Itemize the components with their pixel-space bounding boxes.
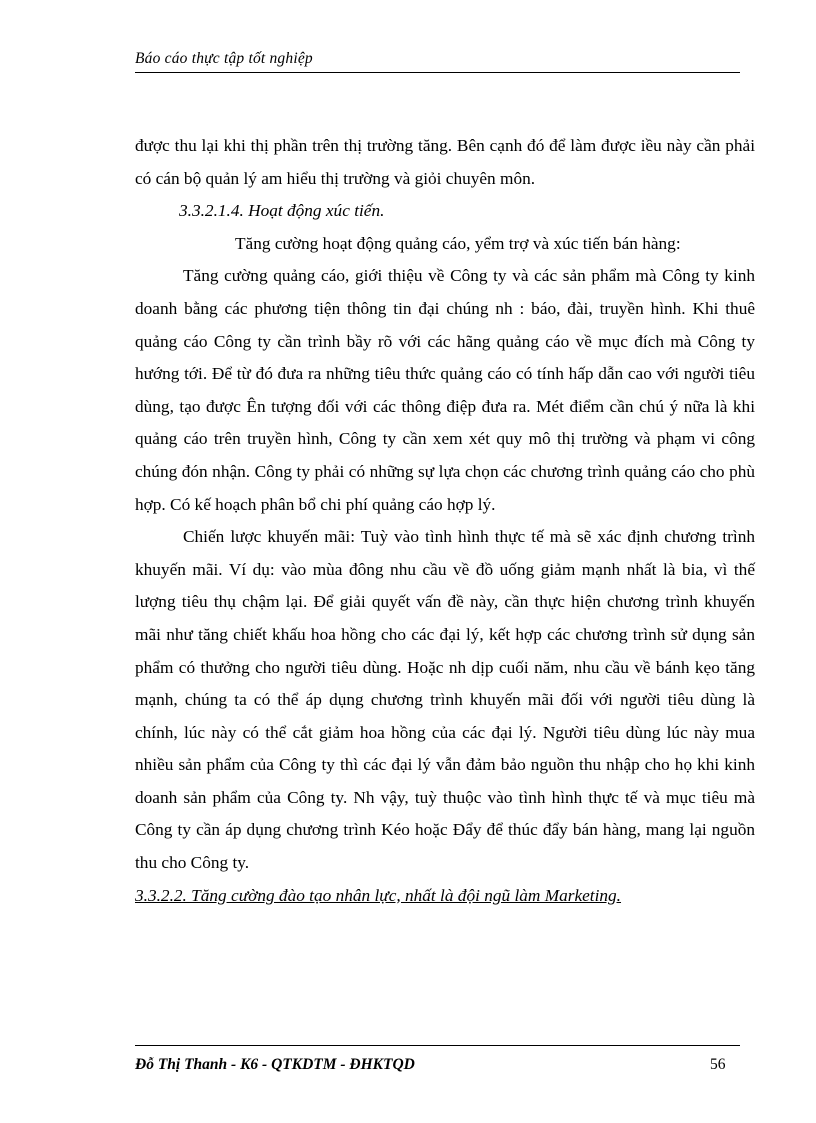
section-heading-promotion: 3.3.2.1.4. Hoạt động xúc tiến. (179, 201, 385, 221)
section-heading-training: 3.3.2.2. Tăng cường đào tạo nhân lực, nhất là đội ngũ làm Marketing. (135, 885, 622, 905)
page-number: 56 (710, 1056, 726, 1073)
footer-author: Đỗ Thị Thanh - K6 - QTKDTM - ĐHKTQD (135, 1056, 415, 1073)
footer-divider (135, 1045, 740, 1046)
document-body (135, 130, 755, 912)
paragraph-advertising: Tăng cường quảng cáo, giới thiệu về Công ty và các sản phẩm mà Công ty kinh doanh bằng các phương tiện thông tin đại chúng nh : báo, đài, truyền hình. Khi thuê quảng cáo Công ty cần trình bầy rõ với các hãng quảng cáo về mục đích mà Công ty hướng tới. Để từ đó đưa ra những tiêu thức quảng cáo có tính hấp dẫn cao với người tiêu dùng, tạo được Ên tượng đối với các thông điệp đưa ra. Mét điểm cần chú ý nữa là khi quảng cáo trên truyền hình, Công ty cần xem xét quy mô thị trường và phạm vi công chúng đón nhận. Công ty phải có những sự lựa chọn các chương trình quảng cáo cho phù hợp. Có kế hoạch phân bổ chi phí quảng cáo hợp lý. (135, 266, 755, 514)
header-divider (135, 72, 740, 73)
page-header-title: Báo cáo thực tập tốt nghiệp (135, 50, 313, 67)
paragraph-intro: Tăng cường hoạt động quảng cáo, yểm trợ và xúc tiến bán hàng: (235, 233, 681, 253)
paragraph-promotion-strategy: Chiến lược khuyến mãi: Tuỳ vào tình hình thực tế mà sẽ xác định chương trình khuyến mãi. Ví dụ: vào mùa đông nhu cầu về đồ uống giảm mạnh nhất là bia, vì thế lượng tiêu thụ chậm lại. Để giải quyết vấn đề này, cần thực hiện chương trình khuyến mãi như tăng chiết khấu hoa hồng cho các đại lý, kết hợp các chương trình sử dụng sản phẩm có thưởng cho người tiêu dùng. Hoặc nh dịp cuối năm, nhu cầu về bánh kẹo tăng mạnh, chúng ta có thể áp dụng chương trình khuyến mãi đối với người tiêu dùng là chính, lúc này có thể cắt giảm hoa hồng của các đại lý. Người tiêu dùng lúc này mua nhiều sản phẩm của Công ty thì các đại lý vẫn đảm bảo nguồn thu nhập cho họ khi kinh doanh sản phẩm của Công ty. Nh vậy, tuỳ thuộc vào tình hình thực tế và mục tiêu mà Công ty cần áp dụng chương trình Kéo hoặc Đẩy để thúc đẩy bán hàng, mang lại nguồn thu cho Công ty. (135, 527, 755, 873)
paragraph-continuation: được thu lại khi thị phần trên thị trường tăng. Bên cạnh đó để làm được iều này cần phải có cán bộ quản lý am hiểu thị trường và giỏi chuyên môn. (135, 136, 755, 188)
